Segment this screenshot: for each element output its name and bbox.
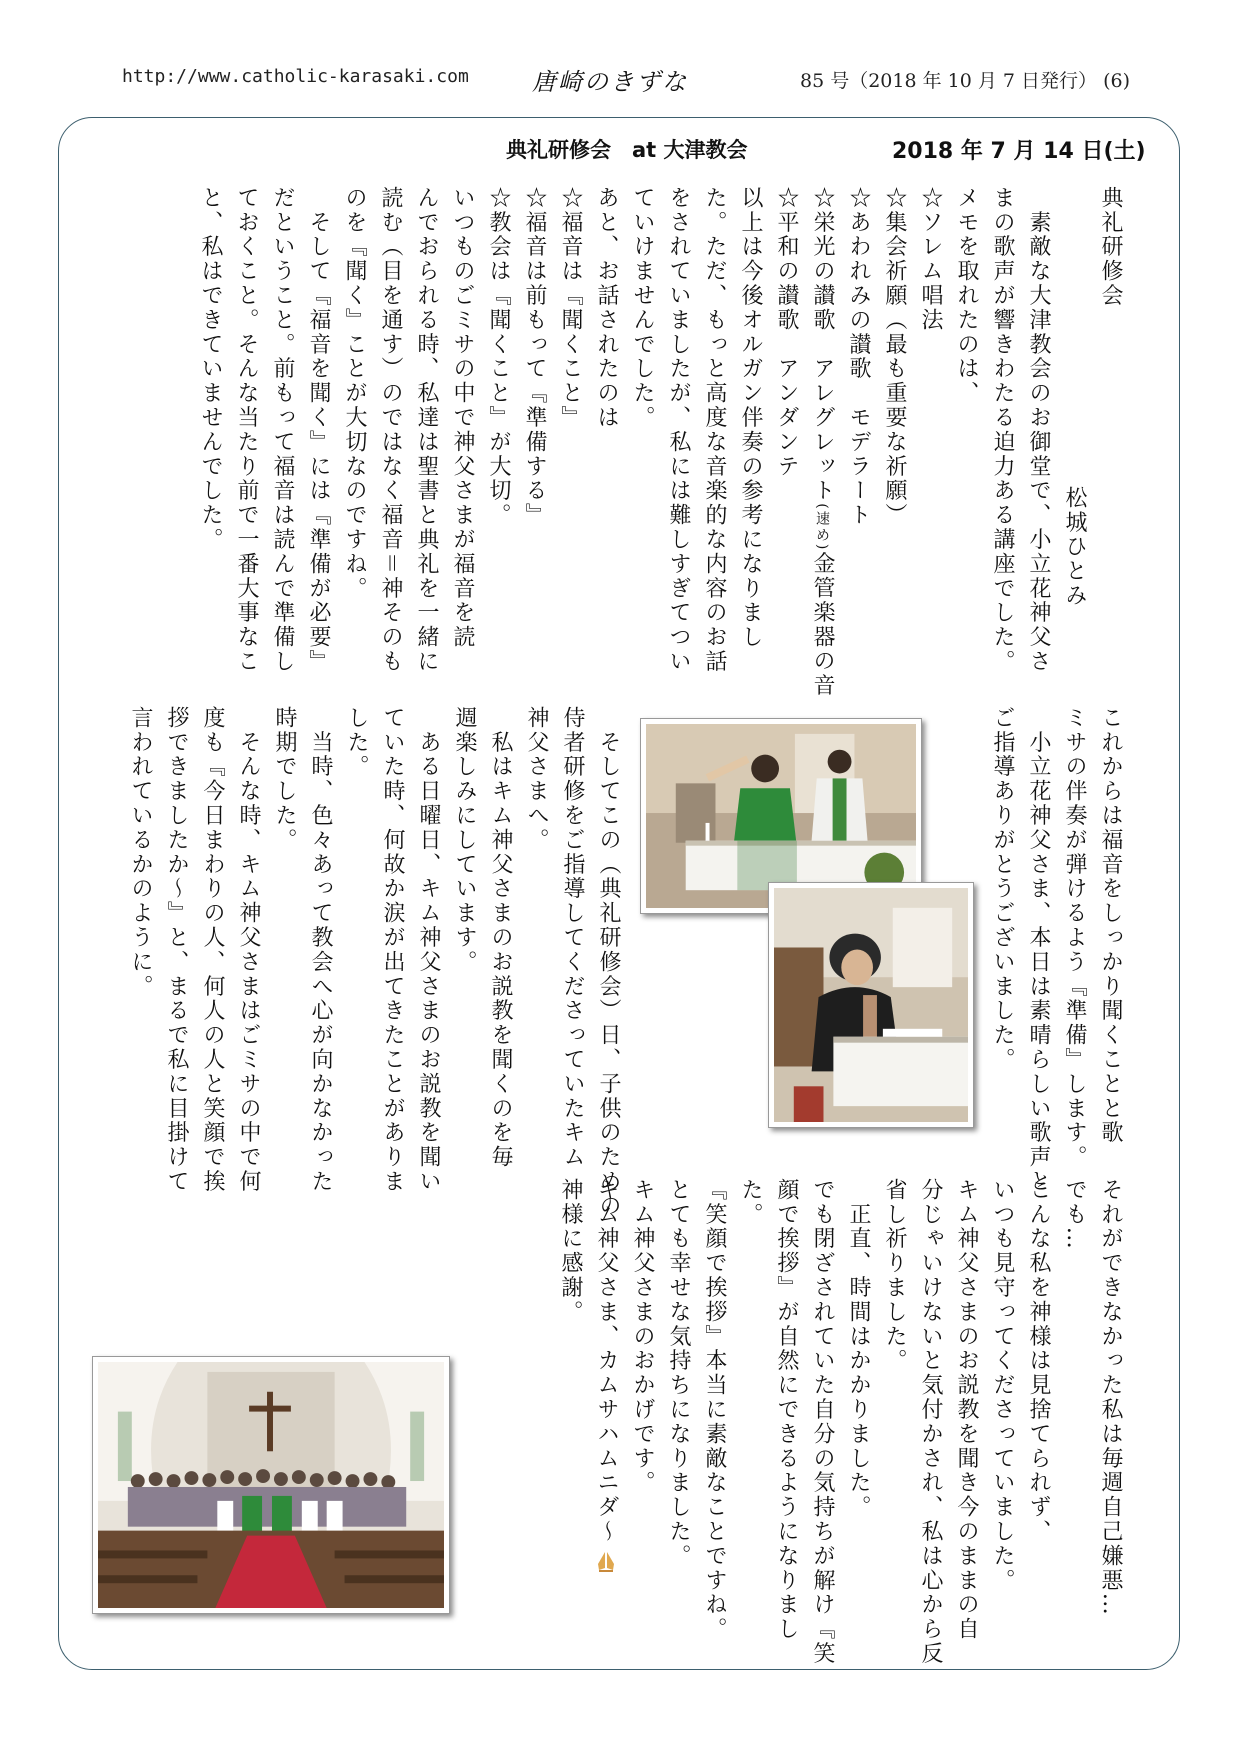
text-line: 拶できましたか〜』と、まるで私に目掛けて [164,706,189,1194]
text-line: と、私はできていませんでした。 [198,186,223,552]
article-title-row [0,134,1240,174]
text-line: した。 [344,706,369,780]
text-line: だということ。前もって福音は読んで準備し [270,186,295,674]
text-line: 週楽しみにしています。 [452,706,477,975]
text-line: 『笑顔で挨拶』本当に素敵なことですね。 [702,1178,727,1642]
text-line: ていけませんでした。 [630,186,655,430]
event-date: 2018 年 7 月 14 日(土) [892,139,1146,164]
middle-left-text [122,706,626,1219]
text-line: いつものごミサの中で神父さまが福音を読 [450,186,475,650]
text-line: こんな私を神様は見捨てられず、 [1026,1178,1051,1544]
speaker-photo-image [774,888,968,1122]
section-heading: 典礼研修会 [1098,186,1123,308]
author-name: 松城ひとみ [1062,486,1087,608]
text-line: とても幸せな気持ちになりました。 [666,1178,691,1569]
text-line: 時期でした。 [272,706,297,853]
issue-info: 85 号（2018 年 10 月 7 日発行） (6) [800,70,1130,92]
text-line: でも閉ざされていた自分の気持ちが解け『笑 [810,1178,835,1666]
text-line: のを『聞く』ことが大切なのですね。 [342,186,367,601]
middle-right-text [984,706,1128,1194]
text-line: ☆教会は『聞くこと』が大切。 [486,186,511,528]
text-line: 度も『今日まわりの人、何人の人と笑顔で挨 [200,706,225,1194]
text-line: ある日曜日、キム神父さまのお説教を聞い [416,706,441,1194]
praying-hands-icon [604,1550,624,1572]
text-line: た。ただ、もっと高度な音楽的な内容のお話 [702,186,727,674]
text-line: いつも見守ってくださっていました。 [990,1178,1015,1593]
photo-group-in-church [92,1356,450,1614]
text-line: んでおられる時、私達は聖書と典礼を一緒に [414,186,439,674]
text-line: 言われているかのように。 [128,706,153,999]
page-header [0,62,1240,98]
text-line: ☆集会祈願（最も重要な祈願） [882,186,907,528]
event-title: 典礼研修会 at 大津教会 [506,138,748,162]
altar-photo-image [646,724,916,908]
text-line: これからは福音をしっかり聞くことと歌 [1098,706,1123,1146]
text-line: でも… [1062,1178,1087,1252]
text-line: メモを取れたのは、 [954,186,979,406]
text-line: あと、お話されたのは [594,186,619,430]
text-line: 省し祈りました。 [882,1178,907,1374]
text-line: ☆あわれみの讃歌 モデラート [846,186,871,528]
text-line: た。 [738,1178,763,1227]
text-line: それができなかった私は毎週自己嫌悪… [1098,1178,1123,1618]
text-line: 小立花神父さま、本日は素晴らしい歌声と [1026,706,1051,1194]
photo-priest-speaking [768,882,974,1128]
text-line: ておくこと。そんな当たり前で一番大事なこ [234,186,259,674]
text-line: まの歌声が響きわたる迫力ある講座でした。 [990,186,1015,674]
newsletter-logo: 唐崎のきずな [532,68,688,96]
text-line: そして『福音を聞く』には『準備が必要』 [306,186,331,674]
text-line: ☆福音は前もって『準備する』 [522,186,547,528]
text-line: キム神父さま、カムサハムニダ〜 [588,1178,624,1638]
text-line: ☆栄光の讃歌 アレグレット(速め)金管楽器の音 [810,186,835,699]
text-line: 素敵な大津教会のお御堂で、小立花神父さ [1026,186,1051,674]
text-line: ☆福音は『聞くこと』 [558,186,583,430]
text-line: 正直、時間はかかりました。 [846,1178,871,1520]
text-line: キム神父さまのお説教を聞き今のままの自 [954,1178,979,1642]
text-line: そしてこの（典礼研修会）日、子供のための [596,706,621,1219]
text-line: ていた時、何故か涙が出てきたことがありま [380,706,405,1194]
text-line: 神様に感謝。 [558,1178,583,1325]
text-line: 当時、色々あって教会へ心が向かなかった [308,706,333,1194]
text-line: キム神父さまのおかげです。 [630,1178,655,1496]
text-line: ご指導ありがとうございました。 [990,706,1015,1072]
text-line: ☆ソレム唱法 [918,186,943,333]
text-line: 以上は今後オルガン伴奏の参考になりまし [738,186,763,650]
top-section-text [192,186,1128,699]
text-line: 分じゃいけないと気付かされ、私は心から反 [918,1178,943,1666]
text-line: ミサの伴奏が弾けるよう『準備』します。 [1062,706,1087,1170]
text-line: 読む（目を通す）のではなく福音＝神そのも [378,186,403,674]
text-line: 侍者研修をご指導してくださっていたキム [560,706,585,1170]
bottom-section-text [552,1178,1128,1666]
site-url[interactable]: http://www.catholic-karasaki.com [122,66,469,87]
text-line: そんな時、キム神父さまはごミサの中で何 [236,706,261,1194]
text-line: をされていましたが、私には難しすぎてつい [666,186,691,674]
group-photo-image [98,1362,444,1608]
text-line: 顔で挨拶』が自然にできるようになりまし [774,1178,799,1642]
text-line: ☆平和の讃歌 アンダンテ [774,186,799,479]
text-line: 神父さまへ。 [524,706,549,853]
text-line: 私はキム神父さまのお説教を聞くのを毎 [488,706,513,1170]
